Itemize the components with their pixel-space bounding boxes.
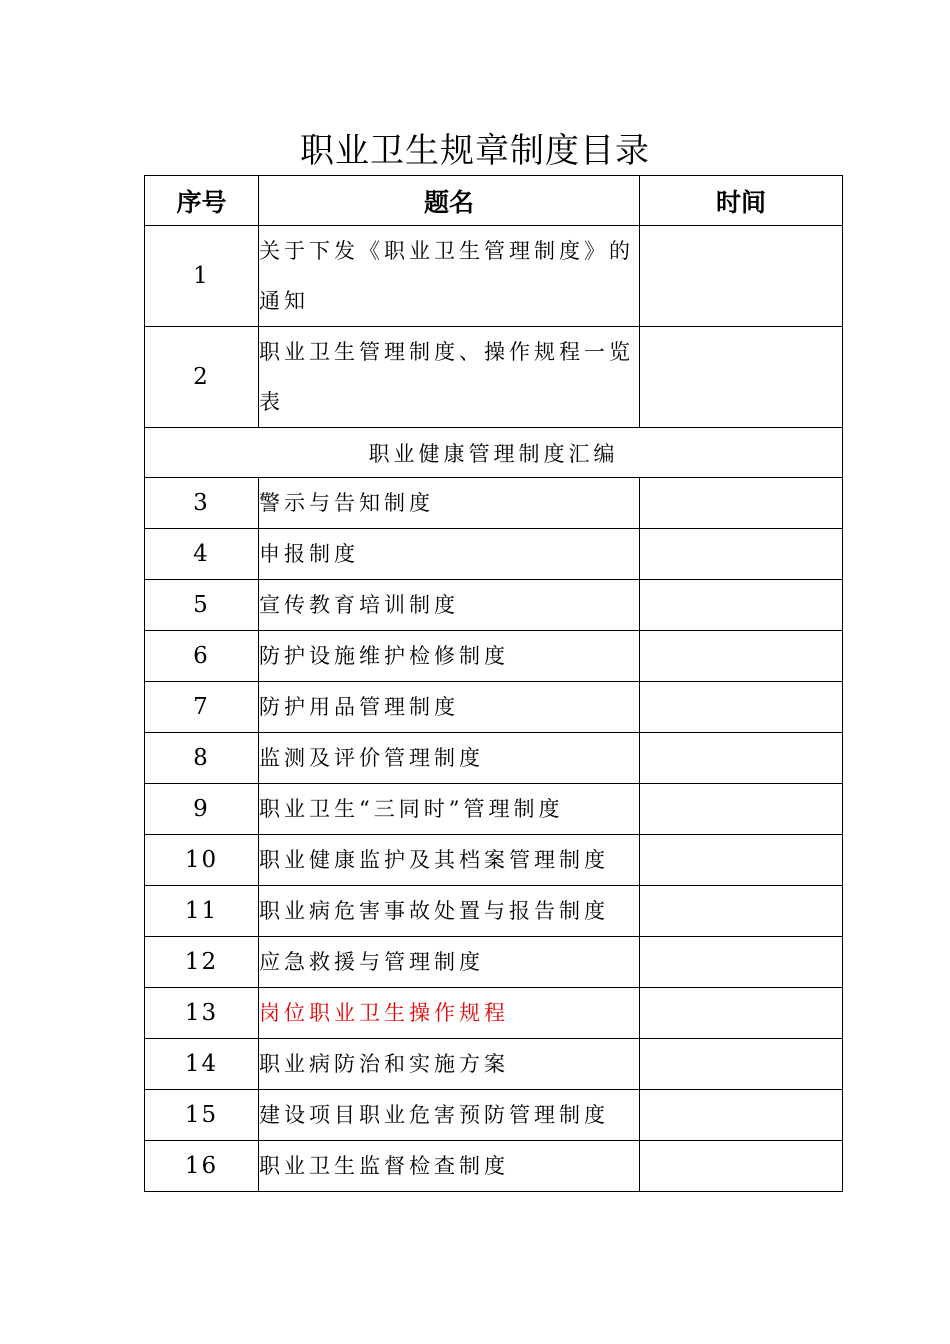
- row-time: [640, 327, 843, 428]
- table-row: [145, 327, 843, 428]
- header-seq: 序号: [145, 176, 259, 226]
- row-name: 职业病防治和实施方案: [259, 1039, 640, 1090]
- row-name: 关于下发《职业卫生管理制度》的通知: [259, 226, 640, 327]
- row-name: 建设项目职业危害预防管理制度: [259, 1090, 640, 1141]
- header-name: 题名: [259, 176, 640, 226]
- row-seq: 4: [145, 529, 259, 580]
- row-seq: 8: [145, 733, 259, 784]
- row-name: 监测及评价管理制度: [259, 733, 640, 784]
- row-seq: 14: [145, 1039, 259, 1090]
- row-name: 警示与告知制度: [259, 478, 640, 529]
- row-time: [640, 682, 843, 733]
- row-time: [640, 988, 843, 1039]
- row-name: 职业卫生管理制度、操作规程一览表: [259, 327, 640, 428]
- row-seq: 1: [145, 226, 259, 327]
- table-row: [145, 478, 843, 529]
- table-row: [145, 835, 843, 886]
- row-time: [640, 478, 843, 529]
- row-time: [640, 226, 843, 327]
- row-time: [640, 886, 843, 937]
- row-seq: 7: [145, 682, 259, 733]
- row-name: 宣传教育培训制度: [259, 580, 640, 631]
- section-row: [145, 428, 843, 478]
- row-seq: 13: [145, 988, 259, 1039]
- row-seq: 11: [145, 886, 259, 937]
- row-name: 职业卫生监督检查制度: [259, 1141, 640, 1192]
- row-time: [640, 937, 843, 988]
- row-name: 防护设施维护检修制度: [259, 631, 640, 682]
- table-row: [145, 937, 843, 988]
- row-time: [640, 835, 843, 886]
- row-seq: 9: [145, 784, 259, 835]
- section-title: 职业健康管理制度汇编: [145, 428, 843, 478]
- row-name: 职业卫生“三同时”管理制度: [259, 784, 640, 835]
- row-name: 防护用品管理制度: [259, 682, 640, 733]
- table-row: [145, 733, 843, 784]
- row-name: 职业健康监护及其档案管理制度: [259, 835, 640, 886]
- table-row: [145, 1039, 843, 1090]
- row-time: [640, 733, 843, 784]
- catalog-table: [144, 175, 843, 1192]
- row-name: 应急救援与管理制度: [259, 937, 640, 988]
- row-name-highlighted: 岗位职业卫生操作规程: [259, 988, 640, 1039]
- row-seq: 10: [145, 835, 259, 886]
- row-name: 申报制度: [259, 529, 640, 580]
- table-row: [145, 988, 843, 1039]
- row-time: [640, 1039, 843, 1090]
- row-time: [640, 1090, 843, 1141]
- table-header-row: [145, 176, 843, 226]
- table-row: [145, 580, 843, 631]
- row-seq: 2: [145, 327, 259, 428]
- row-time: [640, 784, 843, 835]
- row-time: [640, 529, 843, 580]
- row-seq: 15: [145, 1090, 259, 1141]
- table-row: [145, 631, 843, 682]
- row-time: [640, 631, 843, 682]
- table-row: [145, 1141, 843, 1192]
- row-time: [640, 1141, 843, 1192]
- page-title: 职业卫生规章制度目录: [300, 131, 650, 171]
- header-time: 时间: [640, 176, 843, 226]
- table-body: [145, 478, 843, 1192]
- row-seq: 3: [145, 478, 259, 529]
- row-time: [640, 580, 843, 631]
- table-row: [145, 226, 843, 327]
- table-row: [145, 682, 843, 733]
- table-row: [145, 886, 843, 937]
- table-row: [145, 1090, 843, 1141]
- row-seq: 12: [145, 937, 259, 988]
- row-seq: 16: [145, 1141, 259, 1192]
- row-name: 职业病危害事故处置与报告制度: [259, 886, 640, 937]
- table-row: [145, 529, 843, 580]
- row-seq: 6: [145, 631, 259, 682]
- row-seq: 5: [145, 580, 259, 631]
- table-row: [145, 784, 843, 835]
